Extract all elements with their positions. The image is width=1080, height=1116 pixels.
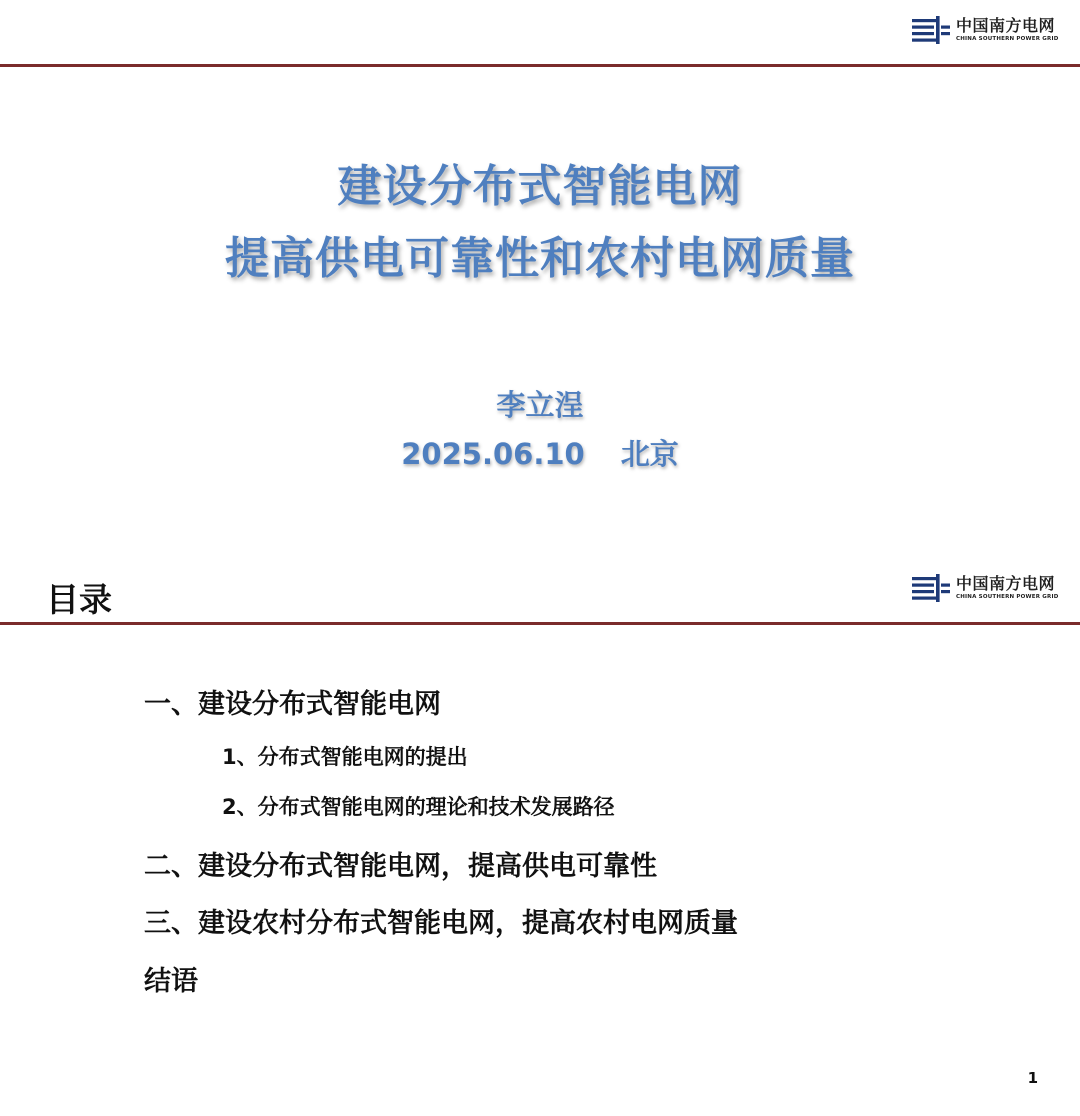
china-southern-power-grid-logo [912,572,1058,604]
title-slide [0,0,1080,545]
logo-name-english: CHINA SOUTHERN POWER GRID [956,593,1059,600]
presentation-title-line-2: 提高供电可靠性和农村电网质量 [225,233,855,284]
header-rule [0,622,1080,625]
presentation-title-line-1: 建设分布式智能电网 [337,161,743,212]
logo-name-chinese: 中国南方电网 [956,15,1056,35]
power-grid-emblem-icon [912,574,950,602]
logo-name-chinese: 中国南方电网 [956,573,1056,593]
china-southern-power-grid-logo [912,14,1058,46]
toc-section-1-subitem-2: 2、分布式智能电网的理论和技术发展路径 [222,795,615,819]
toc-section-3: 三、建设农村分布式智能电网，提高农村电网质量 [144,908,738,939]
toc-section-2: 二、建设分布式智能电网，提高供电可靠性 [144,851,657,882]
power-grid-emblem-icon [912,16,950,44]
logo-name-english: CHINA SOUTHERN POWER GRID [956,35,1059,42]
toc-section-1-subitem-1: 1、分布式智能电网的提出 [222,745,468,769]
presenter-name: 李立浧 [496,388,584,422]
contents-slide [0,556,1080,1116]
presentation-place: 北京 [620,437,679,471]
toc-section-1: 一、建设分布式智能电网 [144,689,441,720]
page-number: 1 [1027,1069,1038,1087]
presentation-date: 2025.06.10 [401,437,585,471]
presentation-date-place [0,432,1080,473]
contents-heading: 目录 [46,580,112,619]
header-rule [0,64,1080,67]
toc-conclusion: 结语 [144,966,198,997]
